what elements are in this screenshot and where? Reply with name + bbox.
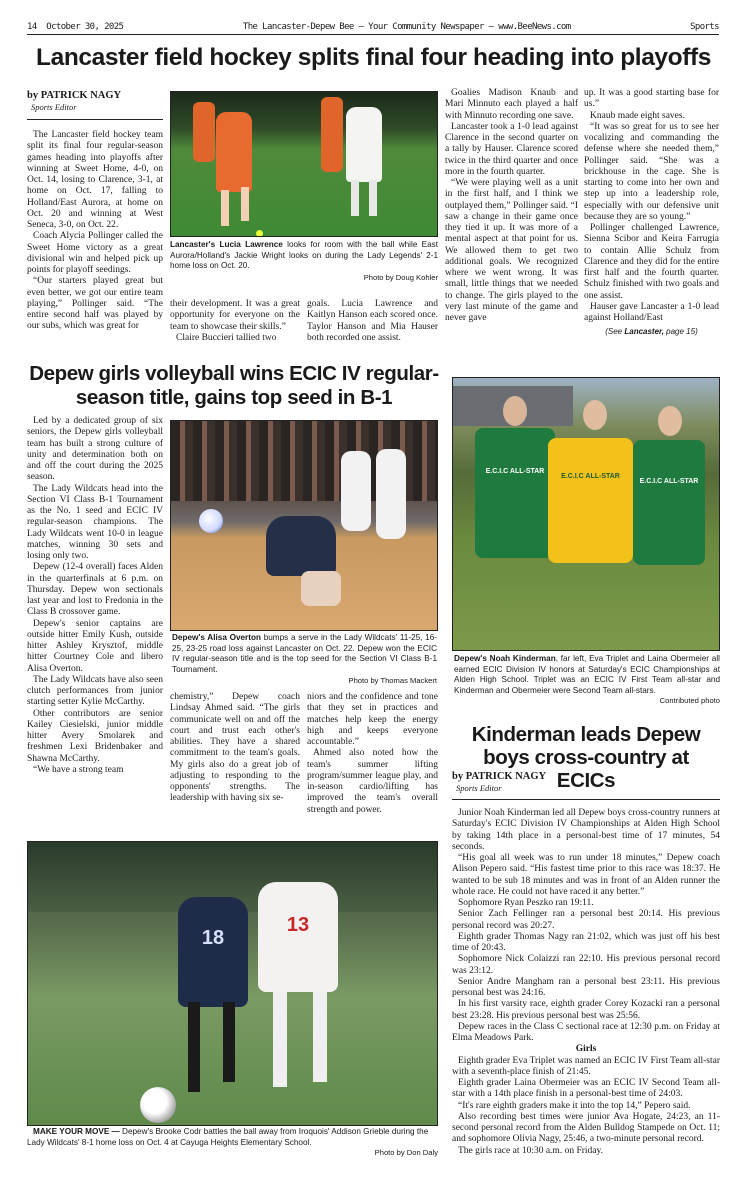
- paragraph: The Lady Wildcats have also seen clutch performances from junior starting setter Kylie McCarthy.: [27, 674, 163, 708]
- player-figure: [341, 451, 371, 531]
- player-figure: [216, 112, 252, 192]
- hockey-column-3: [307, 299, 438, 344]
- masthead: The Lancaster-Depew Bee – Your Community Newspaper – www.BeeNews.com: [242, 22, 571, 32]
- hockey-column-4: [445, 88, 578, 324]
- paragraph: Depew (12-4 overall) faces Alden in the quarterfinals at 6 p.m. on Thursday. Depew won sectionals last year and lost to Fredonia in the Class B crossover game.: [27, 562, 163, 618]
- caption-subject: Depew's Noah Kinderman: [454, 654, 556, 663]
- paragraph: niors and the confidence and tone that they set in practices and matches help keep the energy high and keeps everyone accountable.”: [307, 692, 438, 747]
- byline: by PATRICK NAGY: [27, 90, 122, 101]
- volleyball-column-1: [27, 416, 163, 776]
- photo-credit: Photo by Don Daly: [374, 1148, 438, 1157]
- paragraph: Eighth grader Eva Triplet was named an ECIC IV First Team all-star with a seventh-place finish of 21:45.: [452, 1055, 720, 1077]
- paragraph: The Lancaster field hockey team split its final four regular-season games heading into playoffs after winning at Sweet Home, 4-0, on Oct. 14, losing to Clarence, 3-1, at home on Oct. 17, falling to Holland/East Aurora, at home on Oct. 20 and winning at West Seneca, 3-0, on Oct. 22.: [27, 130, 163, 230]
- jump-article: Lancaster,: [624, 327, 664, 337]
- byline-role: Sports Editor: [31, 102, 77, 112]
- caption-text: looks for room with the ball while East Aurora/Holland's Jackie Wright looks on during the Lady Legends' 2-1 home loss on Oct. 20.: [170, 240, 439, 270]
- paragraph: up. It was a good starting base for us.”: [584, 88, 719, 110]
- player-figure: [376, 449, 406, 539]
- photo-caption: [27, 1127, 438, 1148]
- player-leg: [223, 1002, 235, 1082]
- paragraph: Junior Noah Kinderman led all Depew boys cross-country runners at Saturday's ECIC Division IV Championships at Alden High School by taking 14th place in a personal-best time of 17 minutes, 54 seconds.: [452, 808, 720, 852]
- photo-caption: [172, 633, 437, 675]
- player-figure: [321, 97, 343, 172]
- paragraph: Depew races in the Class C sectional race at 12:30 p.m. on Friday at Elma Meadows Park.: [452, 1021, 720, 1043]
- paragraph: “His goal all week was to run under 18 minutes,” Depew coach Alison Pepero said. “His fastest time prior to this race was 18:37. He wanted to be sub 18 minutes and was in front of an Alden runner the whole race. He could not have raced it any better.”: [452, 853, 720, 897]
- ball: [256, 230, 263, 237]
- player-figure: [193, 102, 215, 162]
- jump-prefix: (See: [605, 327, 625, 337]
- paragraph: Sophomore Ryan Peszko ran 19:11.: [458, 898, 594, 908]
- paragraph: their development. It was a great opportunity for everyone on the team to showcase their skills.”: [170, 299, 300, 332]
- paragraph: The Lady Wildcats head into the Section VI Class B-1 Tournament as the No. 1 seed and ECIC IV regular-season champions. The Lady Wildcats went 10-0 in league matches, winning 30 sets and losing only two.: [27, 483, 163, 561]
- paragraph: Sophomore Nick Colaizzi ran 22:10. His previous personal record was 23:12.: [452, 954, 720, 976]
- volleyball: [199, 509, 223, 533]
- hockey-column-5: [584, 88, 719, 338]
- iroquois-player: [258, 882, 338, 992]
- photo-credit: Contributed photo: [659, 696, 720, 705]
- hockey-headline: Lancaster field hockey splits final four heading into playoffs: [36, 44, 711, 71]
- paragraph: Other contributors are senior Kailey Ciesielski, junior middle hitter Avery Smolarek and freshmen Lexi Bridenbaker and Shawna McCarthy.: [27, 708, 163, 764]
- paragraph: “Our starters played great but even better, we got our entire team playing,” Pollinger said. “The entire second half was played by our subs, which was great for: [27, 276, 163, 332]
- paragraph: In his first varsity race, eighth grader Corey Kozacki ran a personal best 23:28. His previous personal best was 25:56.: [452, 999, 720, 1021]
- paragraph: “We have a strong team: [33, 764, 124, 775]
- face: [658, 406, 682, 436]
- xc-caption-block: [454, 654, 720, 706]
- player-leg: [188, 1002, 200, 1092]
- green-shirt: [475, 428, 555, 558]
- photo-caption: [170, 240, 438, 272]
- hockey-column-1: [27, 90, 163, 333]
- paragraph: Eighth grader Thomas Nagy ran 21:02, which was just off his best time of 20:43.: [452, 931, 720, 953]
- player-leg: [369, 180, 377, 216]
- caption-text: , far left, Eva Triplet and Laina Obermeier all earned ECIC Division IV honors at Saturday's ECIC Championships at Alden High School. Triplet was an ECIC IV First Team all-star and Kinderman and Obermeier were Second Team all-stars.: [454, 654, 720, 695]
- page-number-date: [27, 22, 123, 34]
- depew-player: [178, 897, 248, 1007]
- paragraph: Senior Zach Fellinger ran a personal best 20:14. His previous personal record was 20:27.: [452, 909, 720, 931]
- divider: [452, 799, 720, 800]
- caption-subject: Lancaster's Lucia Lawrence: [170, 240, 283, 249]
- soccer-caption-block: [27, 1127, 438, 1158]
- xc-headline: Kinderman leads Depew boys cross-country at ECICs: [471, 723, 701, 792]
- subhead-girls: Girls: [575, 1044, 597, 1055]
- player-leg: [313, 992, 327, 1082]
- soccer-photo: [27, 841, 438, 1126]
- paragraph: Also recording best times were junior Ava Hogate, 24:23, an 11-second personal record from the Alden Bulldog Stampede on Oct. 11; and sophomore Olivia Nagy, 25:46, a two-minute personal record.: [452, 1111, 720, 1145]
- divider: [27, 119, 163, 120]
- player-leg: [273, 992, 287, 1087]
- byline-role: Sports Editor: [456, 783, 502, 793]
- paragraph: Pollinger challenged Lawrence, Sienna Scibor and Keira Farrugia to contain Allie Schulz from Clarence and they did for the entire first half and the fourth quarter. Schulz finished with two goals and one assist.: [584, 223, 719, 301]
- paragraph: Claire Buccieri tallied two: [176, 332, 277, 343]
- paragraph: “We were playing well as a unit in the first half, and I think we outplayed them,” Pollinger said. “I saw a change in their game once they tied it up. It was more of a mental aspect at that point for us. We allowed them to get two additional goals. We recognized where we went wrong. It was small, little things that we needed to change. The girls played to the very last minute of the game and never gave: [445, 178, 578, 323]
- green-shirt: [633, 440, 705, 565]
- issue-date: October 30, 2025: [46, 22, 124, 32]
- paragraph: Senior Andre Mangham ran a personal best 23:11. His previous personal best was 24:16.: [452, 976, 720, 998]
- paragraph: “It was so great for us to see her vocalizing and commanding the defense where she needed them,” Pollinger said. “She was a brickhouse in the cage. She is starting to come into her own and step up into a leadership role, especially with our defensive unit because they are so young.”: [584, 121, 719, 222]
- hockey-column-2: [170, 299, 300, 344]
- photo-caption: [454, 654, 720, 696]
- paragraph: Led by a dedicated group of six seniors, the Depew girls volleyball team has built a strong culture of unity and determination both on and off the court during the 2025 season.: [27, 416, 163, 483]
- player-figure: [266, 516, 336, 576]
- caption-text: Depew's Brooke Codr battles the ball away from Iroquois' Addison Grieble during the Lady Wildcats' 8-1 home loss on Oct. 4 at Cayuga Heights Elementary School.: [27, 1127, 429, 1147]
- jump-link[interactable]: [584, 326, 719, 337]
- paragraph: Goalies Madison Knaub and Mari Minnuto each played a half with Minnuto recording one save.: [445, 88, 578, 121]
- volleyball-column-3: [307, 692, 438, 816]
- photo-credit: Photo by Doug Kohler: [363, 272, 438, 282]
- caption-subject: Depew's Alisa Overton: [172, 633, 261, 642]
- volleyball-caption-block: [172, 633, 437, 686]
- paragraph: Coach Alycia Pollinger called the Sweet Home victory as a great divisional win and helped pick up points for playoff seedings.: [27, 231, 163, 275]
- paragraph: Ahmed also noted how the team's summer lifting program/summer league play, and in-season cardio/lifting has improved the team's overall strength and power.: [307, 748, 438, 815]
- paragraph: The girls race at 10:30 a.m. on Friday.: [458, 1145, 604, 1156]
- player-leg: [221, 190, 229, 226]
- paragraph: Depew's senior captains are outside hitter Emily Kush, outside hitter Ashley Krysztof, middle hitter Courtney Cole and libero Alisa Overton.: [27, 618, 163, 674]
- jersey-number: 13: [286, 914, 310, 936]
- paragraph: chemistry,” Depew coach Lindsay Ahmed said. “The girls communicate well on and off the court and trust each other's abilities. They have a shared commitment to the team's goals. My girls also do a great job of adjusting to responding to the opponents' strengths. The leadership with having six se-: [170, 692, 300, 804]
- paragraph: Lancaster took a 1-0 lead against Clarence in the second quarter on a tally by Hauser. Clarence scored twice in the third quarter and once more in the fourth quarter.: [445, 121, 578, 177]
- cross-country-photo: [452, 377, 720, 651]
- hockey-caption-block: [170, 240, 438, 283]
- player-leg: [351, 180, 359, 216]
- paragraph: Knaub made eight saves.: [590, 110, 685, 121]
- shirt-text: E.C.I.C ALL-STAR: [561, 473, 620, 480]
- player-legs: [301, 571, 341, 606]
- section-name: Sports: [690, 22, 719, 32]
- soccer-ball: [140, 1087, 176, 1123]
- byline: by PATRICK NAGY: [452, 771, 547, 782]
- shirt-text: E.C.I.C ALL-STAR: [639, 478, 699, 485]
- paragraph: Eighth grader Laina Obermeier was an ECIC IV Second Team all-star with a 14th place finish in a personal-best time of 24:03.: [452, 1078, 720, 1100]
- paragraph: Hauser gave Lancaster a 1-0 lead against Holland/East: [584, 301, 719, 323]
- face: [583, 400, 607, 430]
- volleyball-column-2: [170, 692, 300, 805]
- player-leg: [241, 187, 249, 221]
- page-number: 14: [27, 22, 37, 32]
- paragraph: “It's rare eighth graders make it into the top 14,” Pepero said.: [458, 1100, 691, 1111]
- caption-text: bumps a serve in the Lady Wildcats' 11-25, 16-25, 23-25 road loss against Lancaster on Oct. 22. Depew won the ECIC IV regular-season title and is the top seed for the Section VI Class B-1 Tournament.: [172, 633, 437, 674]
- yellow-shirt: [548, 438, 633, 563]
- face: [503, 396, 527, 426]
- photo-credit: Photo by Thomas Mackert: [348, 676, 437, 685]
- volleyball-photo: [170, 420, 438, 631]
- jump-page: page 15): [663, 327, 698, 337]
- field-hockey-photo: [170, 91, 438, 237]
- paragraph: goals. Lucia Lawrence and Kaitlyn Hanson each scored once. Taylor Hanson and Mia Hauser both recorded one assist.: [307, 299, 438, 343]
- page-header: [27, 22, 719, 35]
- shirt-text: E.C.I.C ALL-STAR: [485, 468, 545, 475]
- xc-article: [452, 771, 720, 1157]
- volleyball-headline: Depew girls volleyball wins ECIC IV regular-season title, gains top seed in B-1: [29, 362, 439, 409]
- jersey-number: 18: [201, 927, 225, 949]
- player-figure: [346, 107, 382, 182]
- caption-subject: MAKE YOUR MOVE —: [33, 1127, 120, 1136]
